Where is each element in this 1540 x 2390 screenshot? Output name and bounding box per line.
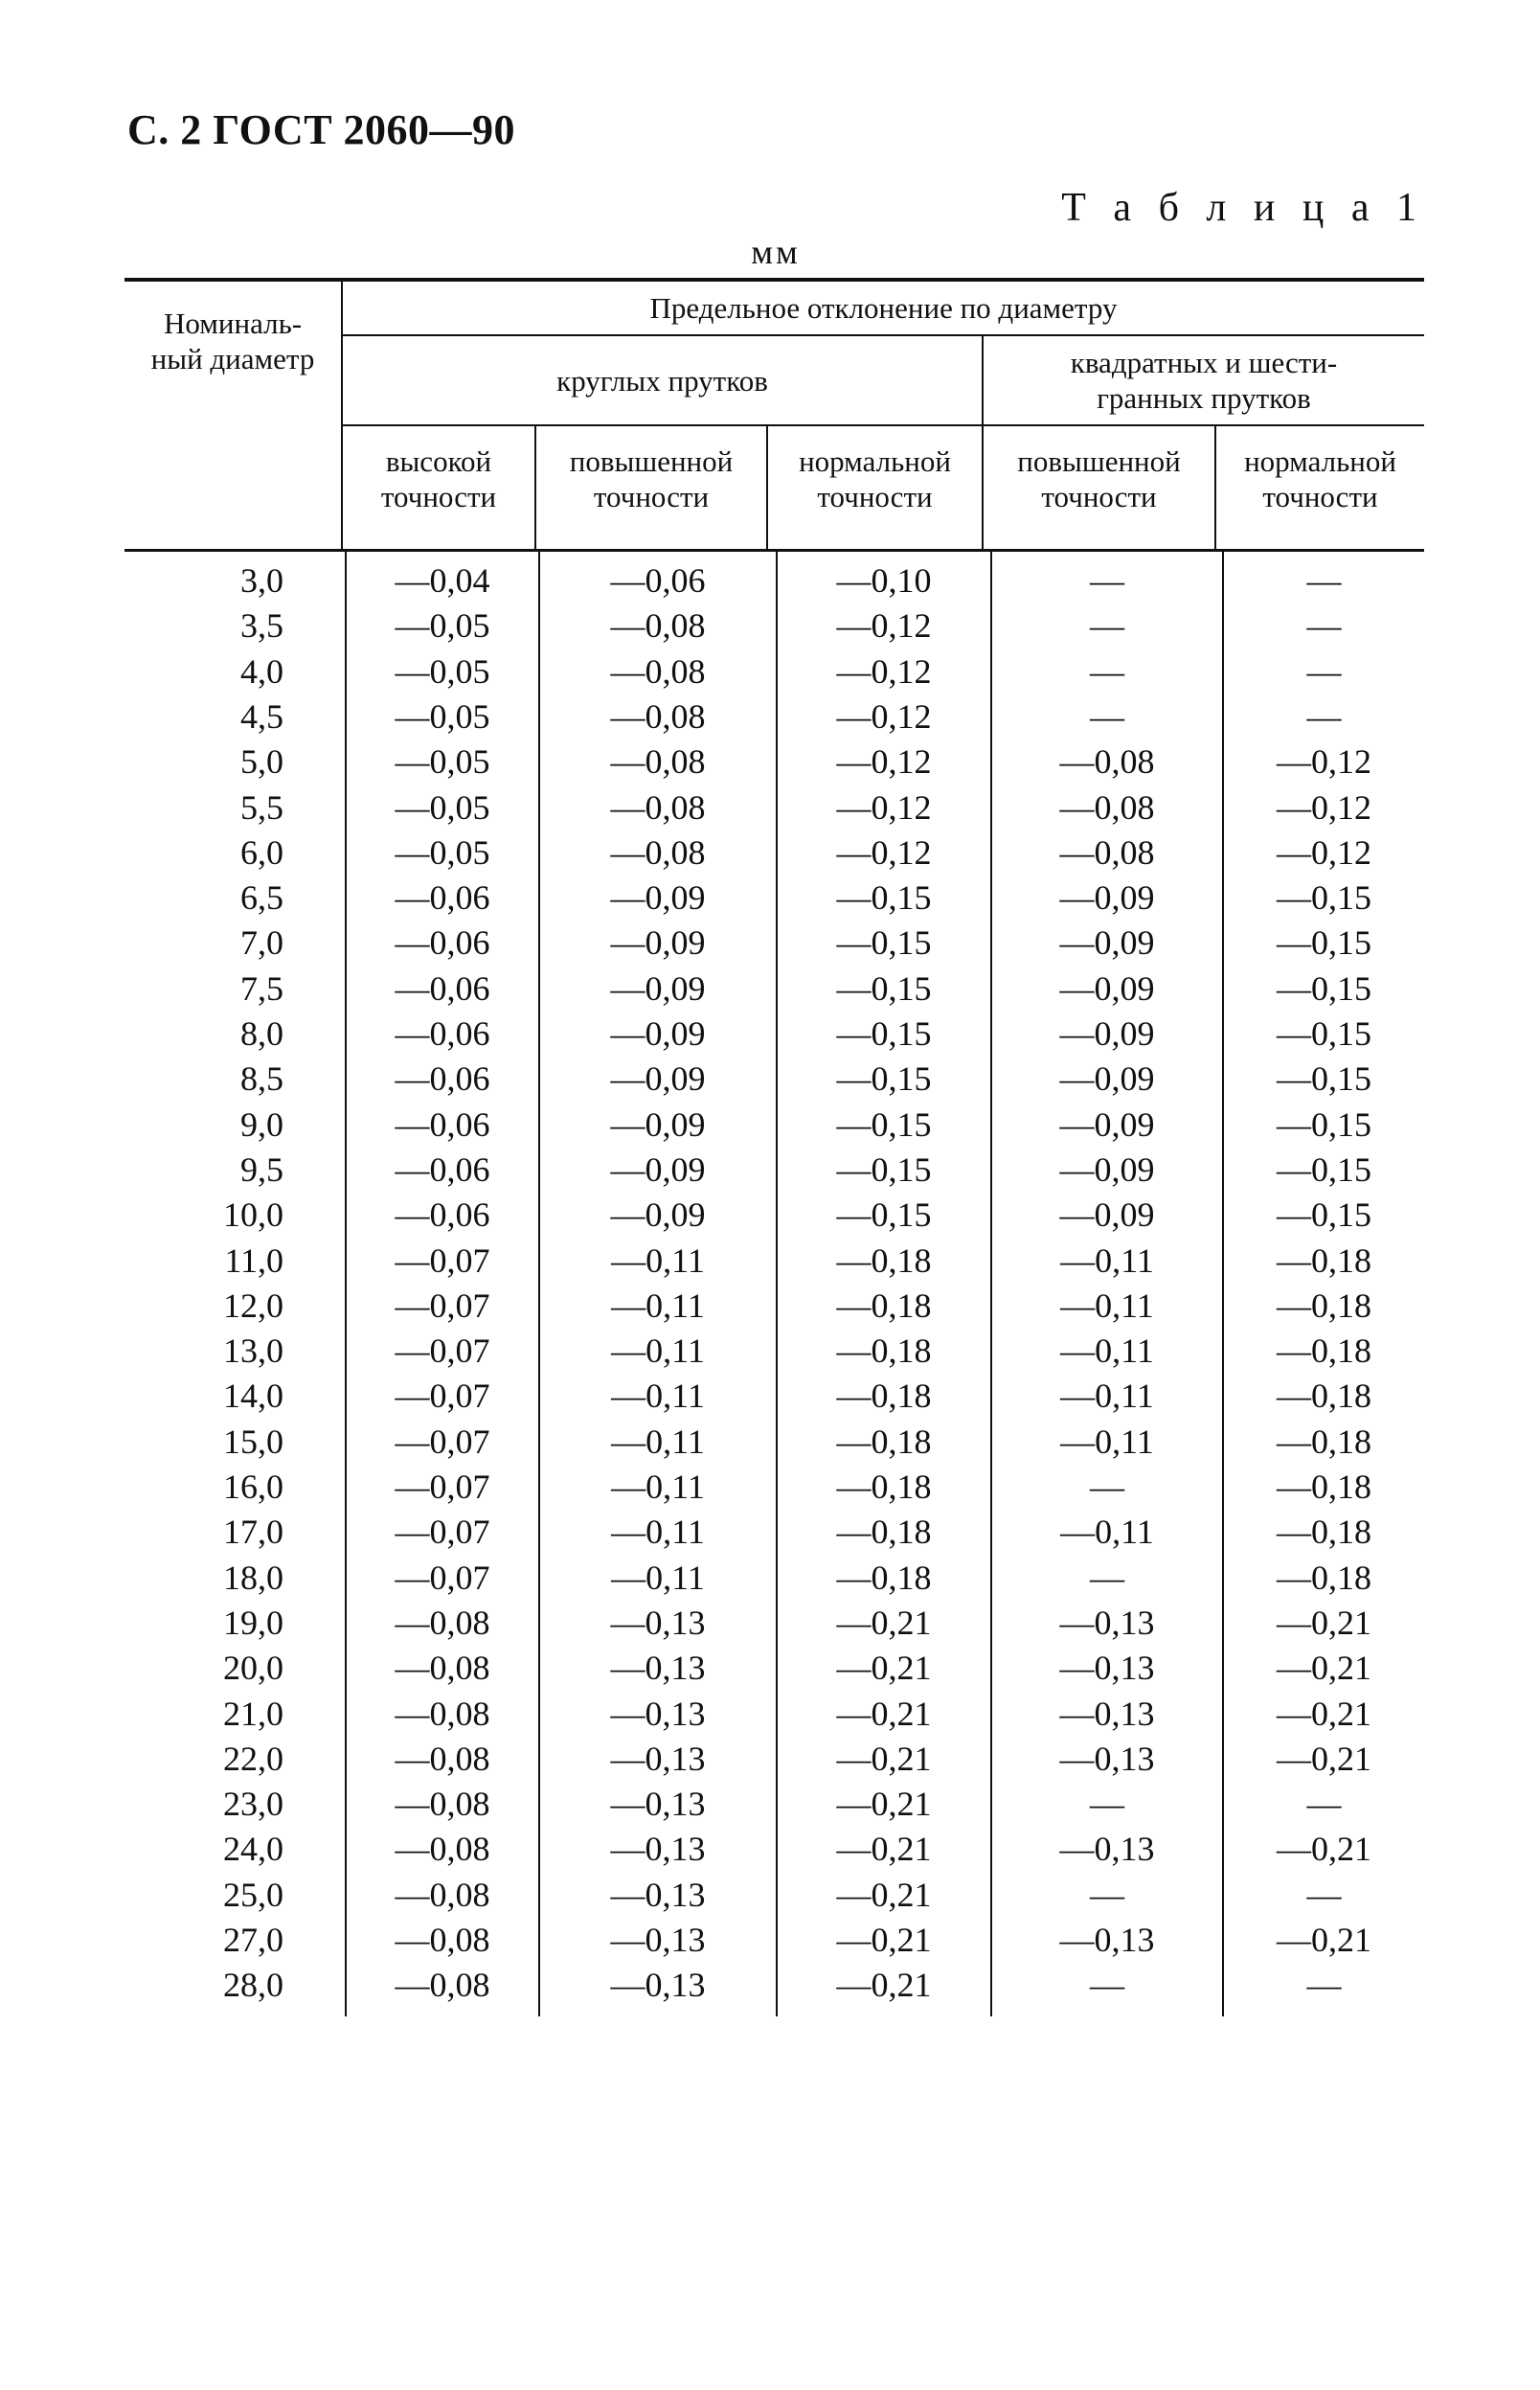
high-precision-cell: —0,06 [395, 1059, 490, 1098]
increased-round-cell: —0,13 [610, 1830, 706, 1868]
normal-square-cell: —0,18 [1277, 1377, 1371, 1415]
increased-square-cell: —0,11 [1060, 1513, 1154, 1551]
high-precision-cell: —0,07 [395, 1513, 490, 1551]
increased-round-cell: —0,11 [611, 1332, 705, 1370]
increased-square-cell: —0,09 [1059, 969, 1155, 1008]
high-precision-cell: —0,08 [395, 1921, 490, 1959]
normal-square-cell: —0,18 [1277, 1241, 1371, 1280]
normal-square-cell: —0,15 [1277, 1195, 1371, 1234]
normal-square-cell: — [1306, 561, 1342, 600]
normal-square-cell: —0,21 [1277, 1921, 1371, 1959]
increased-round-cell: —0,11 [611, 1513, 705, 1551]
high-precision-cell: —0,07 [395, 1423, 490, 1461]
increased-round-cell: —0,06 [610, 561, 706, 600]
normal-round-cell: —0,21 [836, 1830, 932, 1868]
increased-square-cell: —0,13 [1059, 1830, 1155, 1868]
group-header-round: круглых прутков [556, 363, 768, 398]
increased-round-cell: —0,09 [610, 1105, 706, 1144]
normal-round-cell: —0,12 [836, 833, 932, 872]
normal-round-cell: —0,18 [836, 1513, 932, 1551]
normal-round-cell: —0,12 [836, 788, 932, 827]
normal-square-cell: — [1306, 1785, 1342, 1823]
normal-round-cell: —0,18 [836, 1241, 932, 1280]
normal-square-cell: —0,18 [1277, 1468, 1371, 1506]
increased-square-cell: —0,11 [1060, 1423, 1154, 1461]
increased-square-cell: —0,13 [1059, 1921, 1155, 1959]
increased-square-cell: —0,08 [1059, 833, 1155, 872]
units-label: мм [751, 233, 801, 271]
group-rule [341, 334, 1424, 336]
high-precision-cell: —0,06 [395, 923, 490, 962]
increased-round-cell: —0,09 [610, 923, 706, 962]
increased-round-cell: —0,13 [610, 1876, 706, 1914]
nominal-diameter-cell: 4,0 [240, 652, 283, 691]
normal-square-cell: —0,18 [1277, 1513, 1371, 1551]
nominal-diameter-cell: 21,0 [223, 1695, 283, 1733]
high-precision-cell: —0,06 [395, 969, 490, 1008]
normal-square-cell: —0,21 [1277, 1830, 1371, 1868]
normal-square-cell: —0,18 [1277, 1559, 1371, 1597]
nominal-diameter-cell: 16,0 [223, 1468, 283, 1506]
increased-round-cell: —0,09 [610, 878, 706, 917]
nominal-diameter-cell: 3,5 [240, 606, 283, 645]
nominal-diameter-cell: 28,0 [223, 1966, 283, 2004]
normal-square-cell: —0,21 [1277, 1649, 1371, 1687]
high-precision-cell: —0,08 [395, 1649, 490, 1687]
normal-round-cell: —0,15 [836, 1195, 932, 1234]
nominal-diameter-cell: 12,0 [223, 1286, 283, 1325]
increased-square-cell: — [1090, 1559, 1124, 1597]
high-precision-cell: —0,04 [395, 561, 490, 600]
increased-square-cell: —0,09 [1059, 1105, 1155, 1144]
normal-round-cell: —0,18 [836, 1377, 932, 1415]
nominal-diameter-cell: 6,5 [240, 878, 283, 917]
nominal-diameter-cell: 7,0 [240, 923, 283, 962]
nominal-diameter-cell: 11,0 [224, 1241, 283, 1280]
high-precision-cell: —0,06 [395, 1150, 490, 1189]
nominal-diameter-cell: 19,0 [223, 1604, 283, 1642]
high-precision-cell: —0,06 [395, 1105, 490, 1144]
sub-header-increased-round: повышенной точности [569, 444, 734, 513]
normal-round-cell: —0,21 [836, 1649, 932, 1687]
table-top-rule [125, 278, 1424, 282]
normal-round-cell: —0,18 [836, 1559, 932, 1597]
normal-round-cell: —0,21 [836, 1604, 932, 1642]
increased-square-cell: —0,09 [1059, 1014, 1155, 1053]
high-precision-cell: —0,07 [395, 1468, 490, 1506]
high-precision-cell: —0,08 [395, 1785, 490, 1823]
increased-round-cell: —0,08 [610, 697, 706, 736]
normal-square-cell: —0,15 [1277, 1105, 1371, 1144]
increased-square-cell: —0,11 [1060, 1286, 1154, 1325]
normal-round-cell: —0,18 [836, 1286, 932, 1325]
normal-round-cell: —0,21 [836, 1740, 932, 1778]
normal-round-cell: —0,12 [836, 742, 932, 781]
normal-square-cell: — [1306, 1876, 1342, 1914]
nominal-diameter-cell: 6,0 [240, 833, 283, 872]
high-precision-cell: —0,06 [395, 878, 490, 917]
nominal-diameter-cell: 5,0 [240, 742, 283, 781]
high-precision-cell: —0,08 [395, 1740, 490, 1778]
normal-round-cell: —0,18 [836, 1332, 932, 1370]
nominal-diameter-cell: 15,0 [223, 1423, 283, 1461]
col-header-nominal: Номиналь- ный диаметр [150, 307, 315, 376]
normal-round-cell: —0,21 [836, 1785, 932, 1823]
increased-square-cell: —0,09 [1059, 878, 1155, 917]
increased-square-cell: —0,13 [1059, 1604, 1155, 1642]
table-label: Т а б л и ц а 1 [1061, 186, 1425, 230]
increased-square-cell: —0,13 [1059, 1649, 1155, 1687]
high-precision-cell: —0,05 [395, 833, 490, 872]
nominal-diameter-cell: 18,0 [223, 1559, 283, 1597]
normal-round-cell: —0,21 [836, 1876, 932, 1914]
high-precision-cell: —0,07 [395, 1241, 490, 1280]
normal-square-cell: —0,15 [1277, 1150, 1371, 1189]
increased-square-cell: —0,11 [1060, 1377, 1154, 1415]
group-header-square: квадратных и шести- гранных прутков [1070, 346, 1338, 415]
normal-round-cell: —0,15 [836, 1059, 932, 1098]
normal-round-cell: —0,15 [836, 923, 932, 962]
header-bottom-rule [125, 549, 1424, 552]
high-precision-cell: —0,07 [395, 1559, 490, 1597]
increased-round-cell: —0,13 [610, 1966, 706, 2004]
normal-square-cell: —0,18 [1277, 1286, 1371, 1325]
nominal-diameter-cell: 7,5 [240, 969, 283, 1008]
high-precision-cell: —0,05 [395, 742, 490, 781]
subgroup-rule [341, 424, 1424, 426]
increased-square-cell: — [1090, 1876, 1124, 1914]
high-precision-cell: —0,06 [395, 1014, 490, 1053]
increased-square-cell: —0,09 [1059, 923, 1155, 962]
increased-square-cell: —0,09 [1059, 1195, 1155, 1234]
normal-square-cell: —0,15 [1277, 969, 1371, 1008]
increased-square-cell: — [1090, 561, 1124, 600]
nominal-diameter-cell: 13,0 [223, 1332, 283, 1370]
high-precision-cell: —0,07 [395, 1377, 490, 1415]
normal-square-cell: —0,12 [1277, 742, 1371, 781]
increased-round-cell: —0,13 [610, 1604, 706, 1642]
nominal-diameter-cell: 22,0 [223, 1740, 283, 1778]
high-precision-cell: —0,07 [395, 1332, 490, 1370]
normal-round-cell: —0,12 [836, 697, 932, 736]
nominal-diameter-cell: 20,0 [223, 1649, 283, 1687]
normal-round-cell: —0,12 [836, 652, 932, 691]
normal-square-cell: —0,15 [1277, 878, 1371, 917]
nominal-diameter-cell: 9,5 [240, 1150, 283, 1189]
nominal-diameter-cell: 4,5 [240, 697, 283, 736]
increased-round-cell: —0,13 [610, 1695, 706, 1733]
normal-round-cell: —0,21 [836, 1966, 932, 2004]
page-header: С. 2 ГОСТ 2060—90 [127, 106, 516, 153]
increased-square-cell: —0,11 [1060, 1332, 1154, 1370]
increased-round-cell: —0,09 [610, 1150, 706, 1189]
normal-round-cell: —0,15 [836, 1150, 932, 1189]
increased-round-cell: —0,09 [610, 1014, 706, 1053]
increased-square-cell: —0,11 [1060, 1241, 1154, 1280]
nominal-diameter-cell: 23,0 [223, 1785, 283, 1823]
increased-square-cell: —0,08 [1059, 742, 1155, 781]
normal-square-cell: —0,21 [1277, 1695, 1371, 1733]
high-precision-cell: —0,08 [395, 1830, 490, 1868]
high-precision-cell: —0,08 [395, 1604, 490, 1642]
increased-square-cell: —0,09 [1059, 1150, 1155, 1189]
increased-square-cell: — [1090, 1468, 1124, 1506]
increased-round-cell: —0,13 [610, 1921, 706, 1959]
sub-header-high: высокой точности [380, 444, 497, 513]
normal-round-cell: —0,15 [836, 1014, 932, 1053]
high-precision-cell: —0,07 [395, 1286, 490, 1325]
normal-round-cell: —0,18 [836, 1423, 932, 1461]
nominal-diameter-cell: 9,0 [240, 1105, 283, 1144]
increased-square-cell: —0,13 [1059, 1740, 1155, 1778]
increased-round-cell: —0,09 [610, 969, 706, 1008]
sub-header-increased-square: повышенной точности [1017, 444, 1181, 513]
sub-header-normal-square: нормальной точности [1244, 444, 1396, 513]
normal-round-cell: —0,15 [836, 969, 932, 1008]
nominal-diameter-cell: 17,0 [223, 1513, 283, 1551]
nominal-diameter-cell: 27,0 [223, 1921, 283, 1959]
increased-square-cell: —0,08 [1059, 788, 1155, 827]
normal-square-cell: — [1306, 652, 1342, 691]
high-precision-cell: —0,05 [395, 606, 490, 645]
high-precision-cell: —0,08 [395, 1876, 490, 1914]
normal-square-cell: — [1306, 606, 1342, 645]
normal-square-cell: —0,15 [1277, 1059, 1371, 1098]
nominal-diameter-cell: 10,0 [223, 1195, 283, 1234]
normal-square-cell: —0,15 [1277, 1014, 1371, 1053]
increased-round-cell: —0,11 [611, 1468, 705, 1506]
nominal-diameter-cell: 25,0 [223, 1876, 283, 1914]
increased-round-cell: —0,08 [610, 652, 706, 691]
increased-round-cell: —0,08 [610, 788, 706, 827]
increased-square-cell: — [1090, 1966, 1124, 2004]
normal-square-cell: —0,18 [1277, 1332, 1371, 1370]
increased-round-cell: —0,11 [611, 1241, 705, 1280]
normal-round-cell: —0,10 [836, 561, 932, 600]
normal-square-cell: —0,18 [1277, 1423, 1371, 1461]
nominal-diameter-cell: 8,5 [240, 1059, 283, 1098]
nominal-diameter-cell: 3,0 [240, 561, 283, 600]
nominal-diameter-cell: 14,0 [223, 1377, 283, 1415]
increased-square-cell: — [1090, 652, 1124, 691]
normal-square-cell: —0,12 [1277, 788, 1371, 827]
increased-round-cell: —0,13 [610, 1649, 706, 1687]
normal-round-cell: —0,21 [836, 1695, 932, 1733]
nominal-diameter-cell: 24,0 [223, 1830, 283, 1868]
normal-square-cell: —0,21 [1277, 1604, 1371, 1642]
increased-round-cell: —0,09 [610, 1195, 706, 1234]
increased-round-cell: —0,13 [610, 1785, 706, 1823]
normal-round-cell: —0,12 [836, 606, 932, 645]
increased-round-cell: —0,13 [610, 1740, 706, 1778]
increased-square-cell: — [1090, 1785, 1124, 1823]
sub-header-normal-round: нормальной точности [799, 444, 951, 513]
increased-round-cell: —0,08 [610, 606, 706, 645]
normal-round-cell: —0,21 [836, 1921, 932, 1959]
normal-square-cell: — [1306, 697, 1342, 736]
increased-square-cell: —0,13 [1059, 1695, 1155, 1733]
increased-square-cell: — [1090, 697, 1124, 736]
nominal-diameter-cell: 8,0 [240, 1014, 283, 1053]
normal-round-cell: —0,18 [836, 1468, 932, 1506]
normal-square-cell: — [1306, 1966, 1342, 2004]
increased-round-cell: —0,11 [611, 1286, 705, 1325]
normal-round-cell: —0,15 [836, 1105, 932, 1144]
high-precision-cell: —0,05 [395, 652, 490, 691]
increased-round-cell: —0,08 [610, 833, 706, 872]
normal-square-cell: —0,12 [1277, 833, 1371, 872]
high-precision-cell: —0,08 [395, 1966, 490, 2004]
high-precision-cell: —0,05 [395, 697, 490, 736]
increased-round-cell: —0,11 [611, 1377, 705, 1415]
increased-square-cell: — [1090, 606, 1124, 645]
increased-round-cell: —0,11 [611, 1423, 705, 1461]
normal-square-cell: —0,15 [1277, 923, 1371, 962]
increased-square-cell: —0,09 [1059, 1059, 1155, 1098]
normal-round-cell: —0,15 [836, 878, 932, 917]
high-precision-cell: —0,08 [395, 1695, 490, 1733]
increased-round-cell: —0,08 [610, 742, 706, 781]
increased-round-cell: —0,11 [611, 1559, 705, 1597]
normal-square-cell: —0,21 [1277, 1740, 1371, 1778]
group-header-main: Предельное отклонение по диаметру [649, 290, 1118, 325]
increased-round-cell: —0,09 [610, 1059, 706, 1098]
high-precision-cell: —0,05 [395, 788, 490, 827]
high-precision-cell: —0,06 [395, 1195, 490, 1234]
nominal-diameter-cell: 5,5 [240, 788, 283, 827]
